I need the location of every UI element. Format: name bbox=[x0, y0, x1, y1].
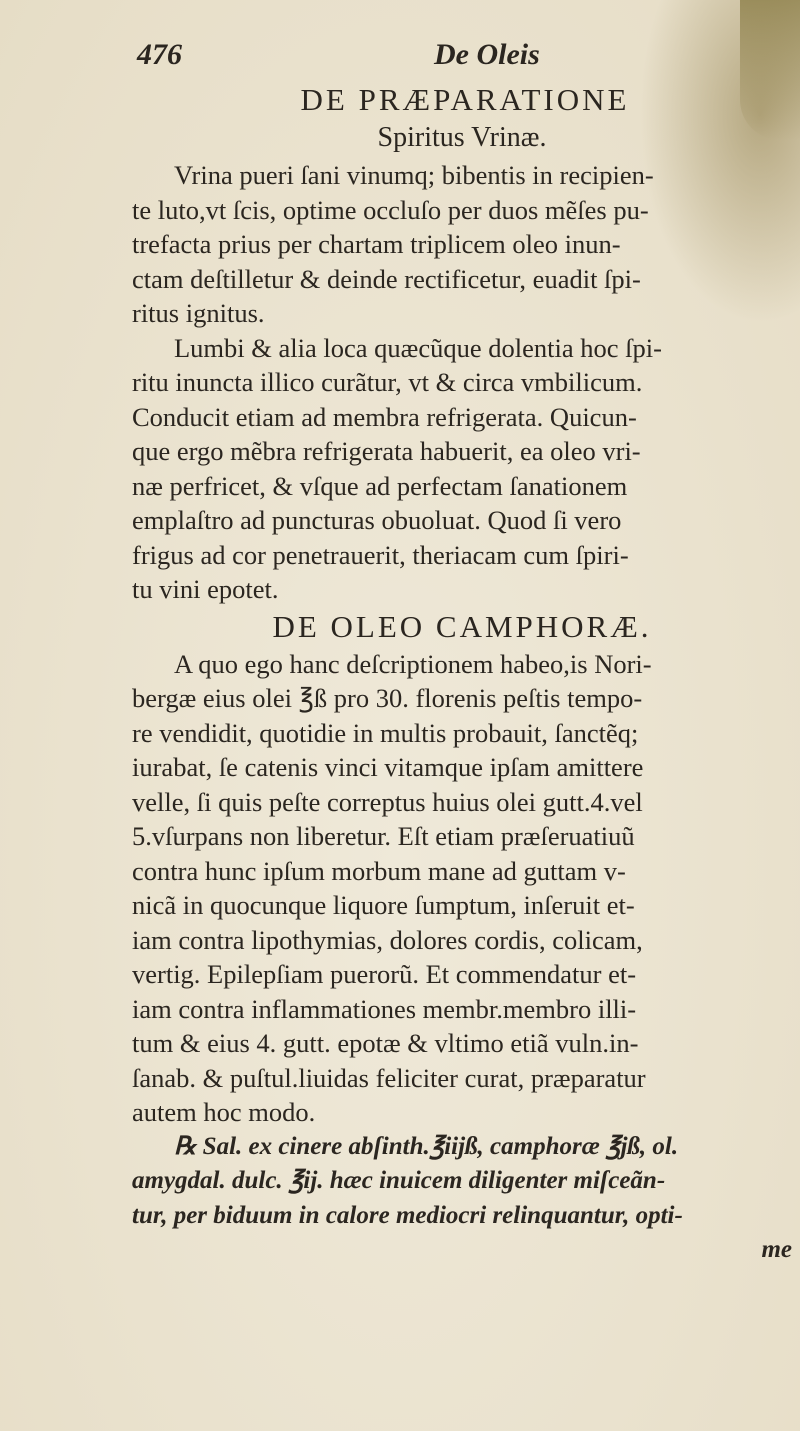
text-line: A quo ego hanc deſcriptionem habeo,is Nori- bbox=[174, 648, 652, 679]
running-title: De Oleis bbox=[434, 38, 540, 71]
text-line: contra hunc ipſum morbum mane ad guttam v- bbox=[132, 855, 626, 886]
text-line: Lumbi & alia loca quæcũque dolentia hoc ſpi- bbox=[174, 332, 662, 363]
text-line: iurabat, ſe catenis vinci vitamque ipſam amittere bbox=[132, 752, 644, 782]
page-number: 476 bbox=[137, 38, 182, 71]
page-text bbox=[132, 80, 792, 1268]
text-line: ctam deſtilletur & deinde rectificetur, euadit ſpi- bbox=[132, 263, 641, 294]
paragraph bbox=[132, 647, 792, 1130]
text-line: tur, per biduum in calore mediocri relinquantur, opti- bbox=[132, 1201, 683, 1229]
text-line: iam contra lipothymias, dolores cordis, colicam, bbox=[132, 924, 643, 955]
recipe bbox=[132, 1130, 792, 1268]
text-line: ℞ Sal. ex cinere abſinth.℥iijß, camphoræ ℥jß, ol. bbox=[174, 1132, 679, 1160]
text-line: que ergo mẽbra refrigerata habuerit, ea oleo vri- bbox=[132, 436, 641, 466]
text-line: 5.vſurpans non liberetur. Eſt etiam præſeruatiuũ bbox=[132, 821, 635, 851]
text-line: re vendidit, quotidie in multis probauit, ſanctẽq; bbox=[132, 717, 639, 748]
text-line: ritus ignitus. bbox=[132, 298, 265, 328]
running-head bbox=[137, 38, 657, 78]
text-line: tu vini epotet. bbox=[132, 574, 279, 604]
paragraph bbox=[132, 331, 792, 607]
catchword: me bbox=[761, 1236, 792, 1263]
section-subheading: Spiritus Vrinæ. bbox=[377, 122, 547, 153]
text-line: velle, ſi quis peſte correptus huius olei gutt.4.vel bbox=[132, 786, 643, 817]
text-line: emplaſtro ad puncturas obuoluat. Quod ſi vero bbox=[132, 505, 622, 535]
section-heading: DE PRÆPARATIONE bbox=[300, 82, 630, 117]
text-line: te luto,vt ſcis, optime occluſo per duos mẽſes pu- bbox=[132, 194, 649, 225]
text-line: ritu inuncta illico curãtur, vt & circa vmbilicum. bbox=[132, 367, 643, 397]
text-line: iam contra inflammationes membr.membro illi- bbox=[132, 993, 637, 1024]
text-line: autem hoc modo. bbox=[132, 1097, 316, 1127]
text-line: ſanab. & puſtul.liuidas feliciter curat, præparatur bbox=[132, 1062, 646, 1093]
text-line: nicã in quocunque liquore ſumptum, inſeruit et- bbox=[132, 890, 635, 920]
text-line: frigus ad cor penetrauerit, theriacam cum ſpiri- bbox=[132, 539, 629, 570]
text-line: amygdal. dulc. ℥ij. hæc inuicem diligenter miſceãn- bbox=[132, 1167, 666, 1194]
text-line: næ perfricet, & vſque ad perfectam ſanationem bbox=[132, 470, 628, 501]
text-line: Vrina pueri ſani vinumq; bibentis in recipien- bbox=[174, 160, 654, 190]
paragraph bbox=[132, 158, 792, 331]
section-heading: DE OLEO CAMPHORÆ. bbox=[272, 608, 652, 644]
text-line: Conducit etiam ad membra refrigerata. Quicun- bbox=[132, 401, 637, 432]
text-line: trefacta prius per chartam triplicem oleo inun- bbox=[132, 229, 621, 259]
text-line: bergæ eius olei ℥ß pro 30. florenis peſtis tempo- bbox=[132, 683, 643, 713]
text-line: vertig. Epilepſiam puerorũ. Et commendatur et- bbox=[132, 959, 637, 989]
text-line: tum & eius 4. gutt. epotæ & vltimo etiã vuln.in- bbox=[132, 1028, 639, 1058]
